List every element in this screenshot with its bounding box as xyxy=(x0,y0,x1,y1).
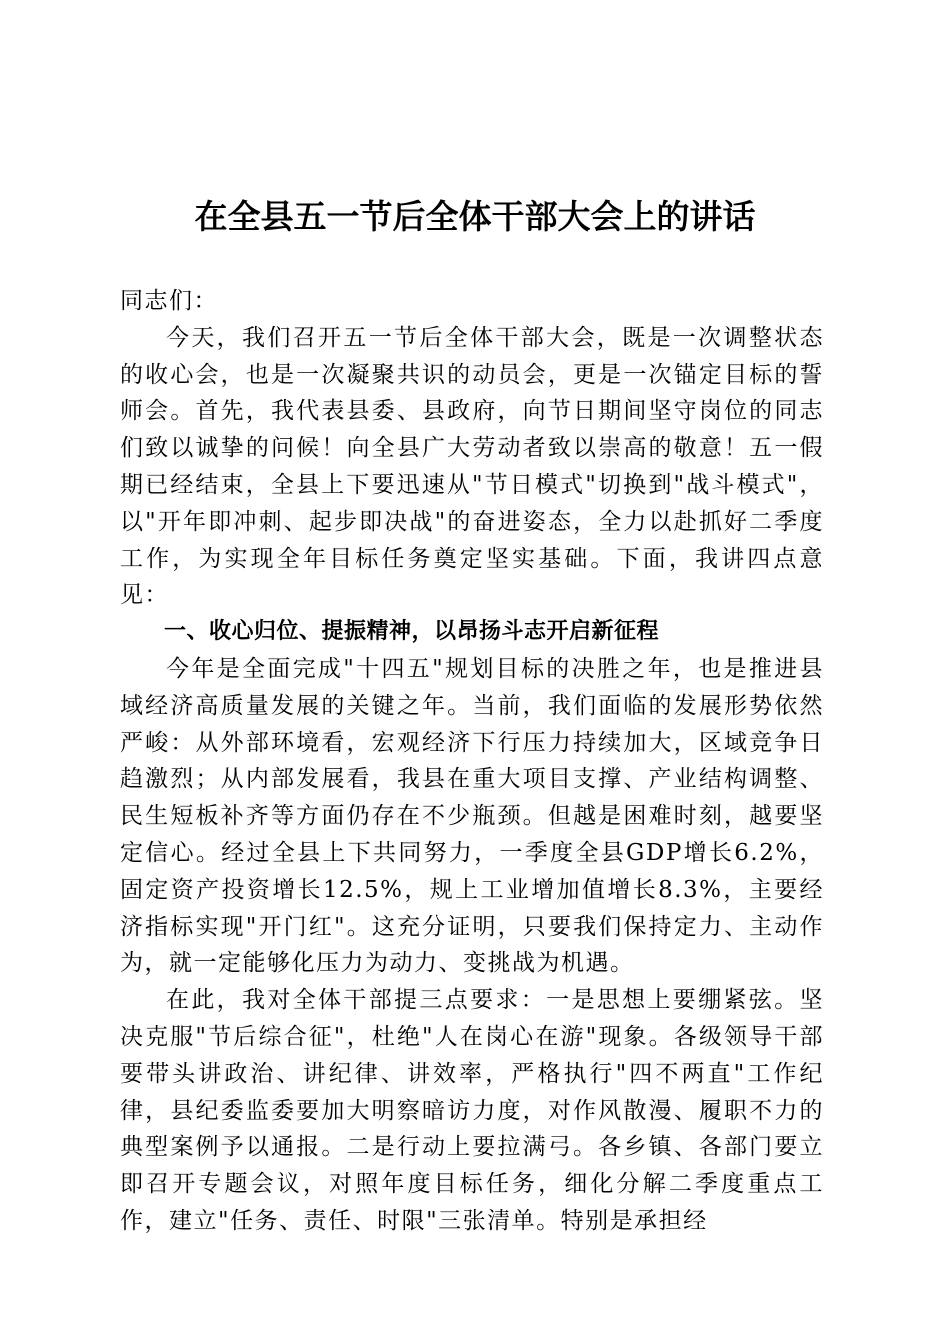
section-1-paragraph-2: 在此，我对全体干部提三点要求：一是思想上要绷紧弦。坚决克服"节后综合征"，杜绝"人在岗心在游"现象。各级领导干部要带头讲政治、讲纪律、讲效率，严格执行"四不两直"工作纪律，县纪委监委要加大明察暗访力度，对作风散漫、履职不力的典型案例予以通报。二是行动上要拉满弓。各乡镇、各部门要立即召开专题会议，对照年度目标任务，细化分解二季度重点工作，建立"任务、责任、时限"三张清单。特别是承担经 xyxy=(120,987,824,1234)
section-1-paragraph-1: 今年是全面完成"十四五"规划目标的决胜之年，也是推进县域经济高质量发展的关键之年。当前，我们面临的发展形势依然严峻：从外部环境看，宏观经济下行压力持续加大，区域竞争日趋激烈；从内部发展看，我县在重大项目支撑、产业结构调整、民生短板补齐等方面仍存在不少瓶颈。但越是困难时刻，越要坚定信心。经过全县上下共同努力，一季度全县GDP增长6.2%，固定资产投资增长12.5%，规上工业增加值增长8.3%，主要经济指标实现"开门红"。这充分证明，只要我们保持定力、主动作为，就一定能够化压力为动力、变挑战为机遇。 xyxy=(120,655,824,977)
intro-paragraph: 今天，我们召开五一节后全体干部大会，既是一次调整状态的收心会，也是一次凝聚共识的动员会，更是一次锚定目标的誓师会。首先，我代表县委、县政府，向节日期间坚守岗位的同志们致以诚挚的问候！向全县广大劳动者致以崇高的敬意！五一假期已经结束，全县上下要迅速从"节日模式"切换到"战斗模式"，以"开年即冲刺、起步即决战"的奋进姿态，全力以赴抓好二季度工作，为实现全年目标任务奠定坚实基础。下面，我讲四点意见： xyxy=(120,324,824,609)
salutation: 同志们： xyxy=(120,288,218,314)
section-heading-1: 一、收心归位、提振精神，以昂扬斗志开启新征程 xyxy=(164,619,660,645)
document-title: 在全县五一节后全体干部大会上的讲话 xyxy=(194,197,756,236)
document-body xyxy=(120,283,824,1240)
